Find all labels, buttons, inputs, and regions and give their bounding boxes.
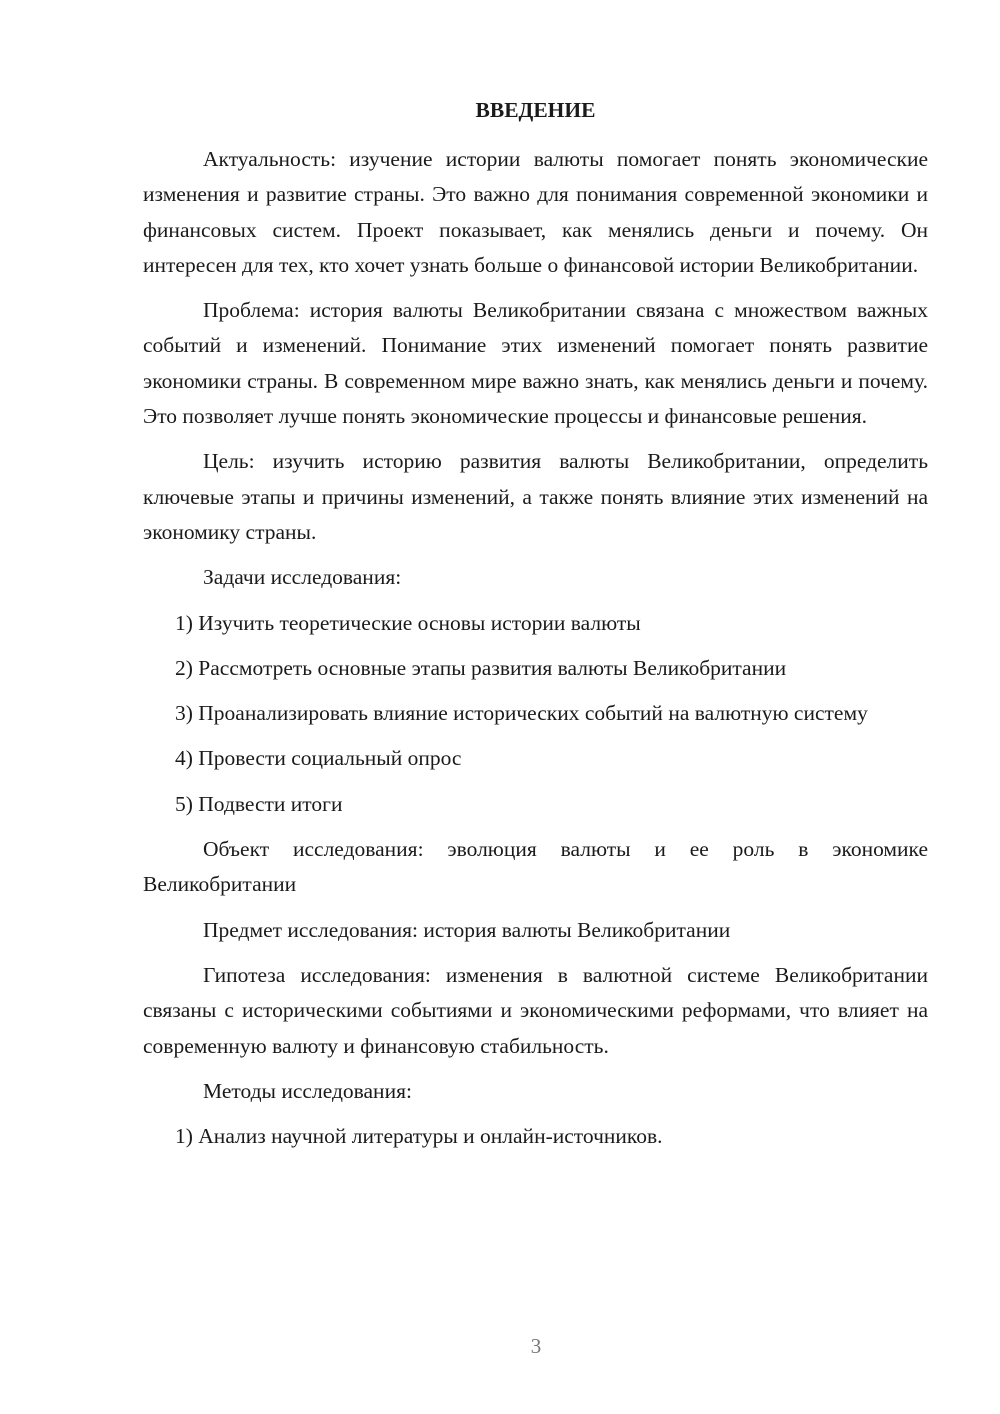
goal-paragraph: Цель: изучить историю развития валюты Великобритании, определить ключевые этапы и причины изменений, а также понять влияние этих изменений на экономику страны. bbox=[143, 449, 928, 544]
task-item-4: 4) Провести социальный опрос bbox=[175, 746, 462, 771]
document-page bbox=[143, 92, 928, 1164]
object-paragraph: Объект исследования: эволюция валюты и ее роль в экономике Великобритании bbox=[143, 837, 928, 897]
task-item-1: 1) Изучить теоретические основы истории валюты bbox=[175, 610, 641, 635]
method-item-1: 1) Анализ научной литературы и онлайн-источников. bbox=[175, 1124, 663, 1149]
problem-paragraph: Проблема: история валюты Великобритании связана с множеством важных событий и изменений. Понимание этих изменений помогает понять развитие экономики страны. В современном мире важно знать, как менялись деньги и почему. Это позволяет лучше понять экономические процессы и финансовые решения. bbox=[143, 298, 928, 429]
tasks-heading: Задачи исследования: bbox=[203, 565, 402, 590]
page-number: 3 bbox=[530, 1334, 542, 1358]
methods-heading: Методы исследования: bbox=[203, 1078, 412, 1103]
task-item-2: 2) Рассмотреть основные этапы развития валюты Великобритании bbox=[175, 655, 787, 680]
task-item-5: 5) Подвести итоги bbox=[175, 791, 343, 816]
section-title: ВВЕДЕНИЕ bbox=[475, 98, 596, 122]
relevance-paragraph: Актуальность: изучение истории валюты помогает понять экономические изменения и развитие страны. Это важно для понимания современной экономики и финансовых систем. Проект показывает, как менялись деньги и почему. Он интересен для тех, кто хочет узнать больше о финансовой истории Великобритании. bbox=[143, 147, 928, 277]
subject-paragraph: Предмет исследования: история валюты Великобритании bbox=[203, 917, 731, 942]
hypothesis-paragraph: Гипотеза исследования: изменения в валютной системе Великобритании связаны с историческими событиями и экономическими реформами, что влияет на современную валюту и финансовую стабильность. bbox=[143, 962, 928, 1058]
task-item-3: 3) Проанализировать влияние исторических событий на валютную систему bbox=[175, 701, 868, 726]
